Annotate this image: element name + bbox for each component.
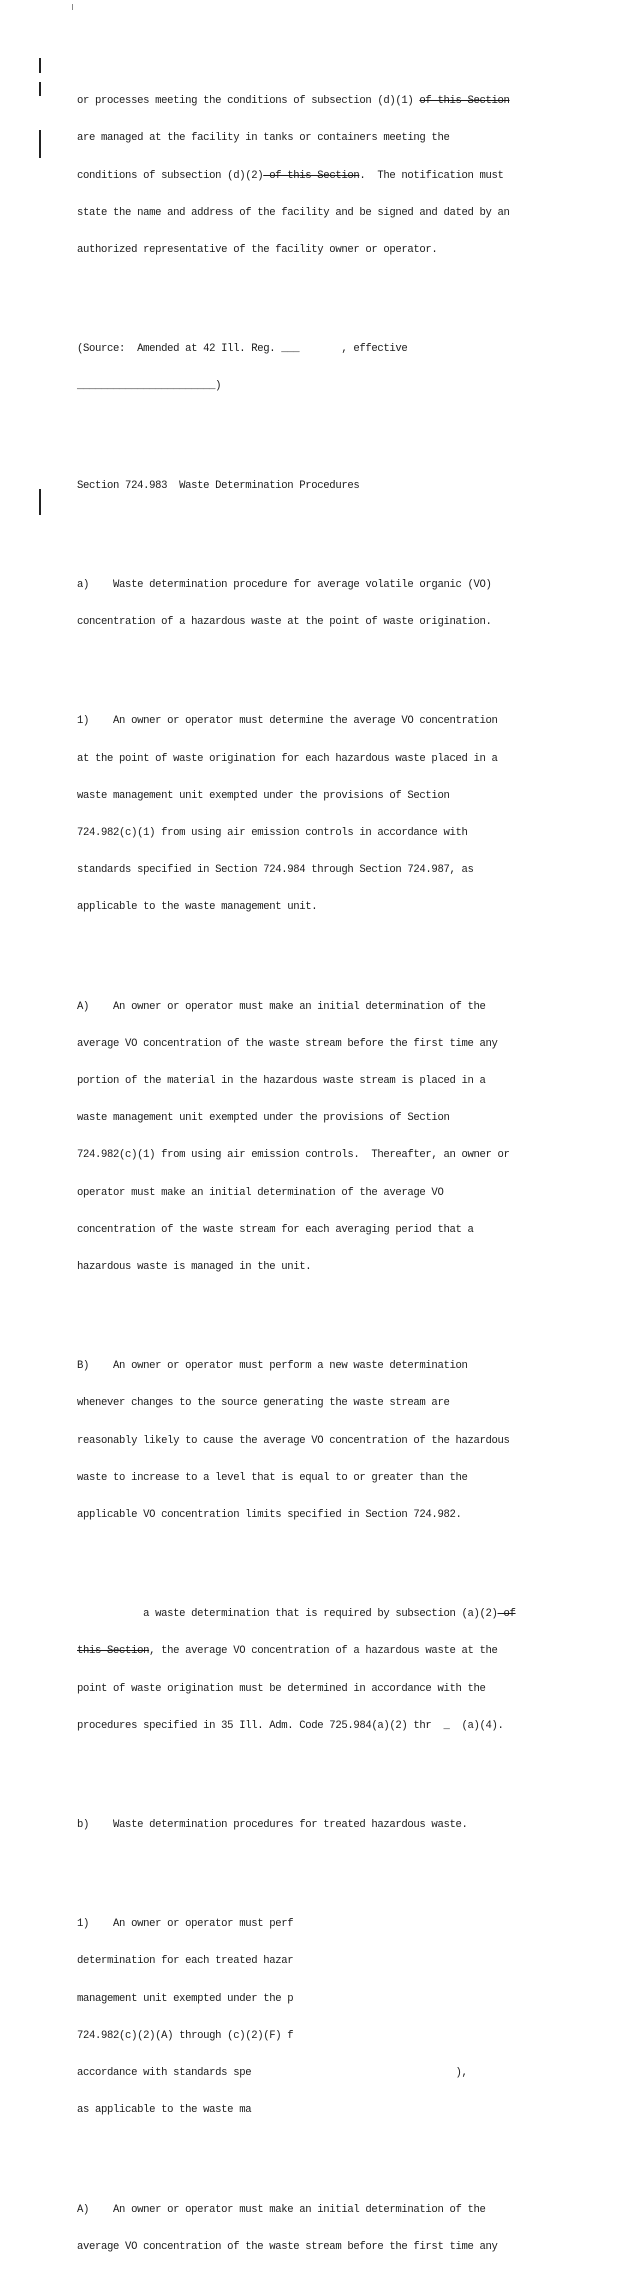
paragraph-A2-line: A) An owner or operator must make an initial determination of the <box>77 2203 486 2216</box>
paragraph-B-line: waste to increase to a level that is equal to or greater than the <box>77 1471 468 1484</box>
paragraph-A-line: waste management unit exempted under the provisions of Section <box>77 1112 450 1125</box>
paragraph-A-line: hazardous waste is managed in the unit. <box>77 1260 312 1273</box>
text-line: conditions of subsection (d)(2) of this Section. The notification must <box>77 169 504 182</box>
paragraph-A2-line: average VO concentration of the waste stream before the first time any <box>77 2240 498 2253</box>
text-line: state the name and address of the facility and be signed and dated by an <box>77 206 510 219</box>
paragraph-b1-line: management unit exempted under the p <box>77 1992 294 2005</box>
paragraph-C-line: procedures specified in 35 Ill. Adm. Code 725.984(a)(2) thr _ (a)(4). <box>77 1719 504 1732</box>
paragraph-a1-line: standards specified in Section 724.984 through Section 724.987, as <box>77 864 474 877</box>
revision-bar <box>39 82 41 96</box>
paragraph-A-line: concentration of the waste stream for each averaging period that a <box>77 1223 474 1236</box>
paragraph-B-line: B) An owner or operator must perform a new waste determination <box>77 1360 468 1373</box>
paragraph-b1-line: determination for each treated hazar <box>77 1955 294 1968</box>
section-heading: Section 724.983 Waste Determination Procedures <box>77 479 360 492</box>
paragraph-a-line: concentration of a hazardous waste at the point of waste origination. <box>77 616 492 629</box>
paragraph-A-line: average VO concentration of the waste stream before the first time any <box>77 1037 498 1050</box>
revision-bar <box>39 58 41 73</box>
paragraph-b1-line: 724.982(c)(2)(A) through (c)(2)(F) f <box>77 2029 294 2042</box>
paragraph-b1-line: 1) An owner or operator must perf <box>77 1918 294 1931</box>
paragraph-A-line: A) An owner or operator must make an initial determination of the <box>77 1000 486 1013</box>
paragraph-a-line: a) Waste determination procedure for average volatile organic (VO) <box>77 578 492 591</box>
paragraph-b-heading: b) Waste determination procedures for treated hazardous waste. <box>77 1819 468 1832</box>
paragraph-b1-line: as applicable to the waste ma <box>77 2104 252 2117</box>
source-note: (Source: Amended at 42 Ill. Reg. ___ , effective <box>77 343 408 356</box>
scan-speck <box>72 4 73 10</box>
paragraph-C-line: this Section, the average VO concentration of a hazardous waste at the <box>77 1645 498 1658</box>
document-body <box>77 58 547 2278</box>
text-line: or processes meeting the conditions of subsection (d)(1) of this Section <box>77 95 510 108</box>
revision-bar <box>39 489 41 515</box>
paragraph-B-line: applicable VO concentration limits specified in Section 724.982. <box>77 1509 462 1521</box>
paragraph-C-line: a waste determination that is required by subsection (a)(2) of <box>77 1608 516 1621</box>
paragraph-a1-line: at the point of waste origination for each hazardous waste placed in a <box>77 752 498 765</box>
paragraph-a1-line: 1) An owner or operator must determine the average VO concentration <box>77 715 498 728</box>
text-line: are managed at the facility in tanks or containers meeting the <box>77 132 450 145</box>
paragraph-a1-line: applicable to the waste management unit. <box>77 901 318 914</box>
paragraph-B-line: reasonably likely to cause the average VO concentration of the hazardous <box>77 1434 510 1447</box>
source-note: _______________________) <box>77 380 222 393</box>
paragraph-A-line: portion of the material in the hazardous waste stream is placed in a <box>77 1074 486 1087</box>
paragraph-C-line: point of waste origination must be determined in accordance with the <box>77 1682 486 1695</box>
revision-bar <box>39 130 41 158</box>
paragraph-A-line: 724.982(c)(1) from using air emission controls. Thereafter, an owner or <box>77 1149 510 1162</box>
paragraph-B-line: whenever changes to the source generating the waste stream are <box>77 1397 450 1410</box>
paragraph-A-line: operator must make an initial determination of the average VO <box>77 1186 444 1199</box>
paragraph-a1-line: 724.982(c)(1) from using air emission controls in accordance with <box>77 826 468 839</box>
text-line: authorized representative of the facility owner or operator. <box>77 244 438 257</box>
paragraph-b1-line: accordance with standards spe ), <box>77 2067 468 2080</box>
paragraph-a1-line: waste management unit exempted under the provisions of Section <box>77 789 450 802</box>
